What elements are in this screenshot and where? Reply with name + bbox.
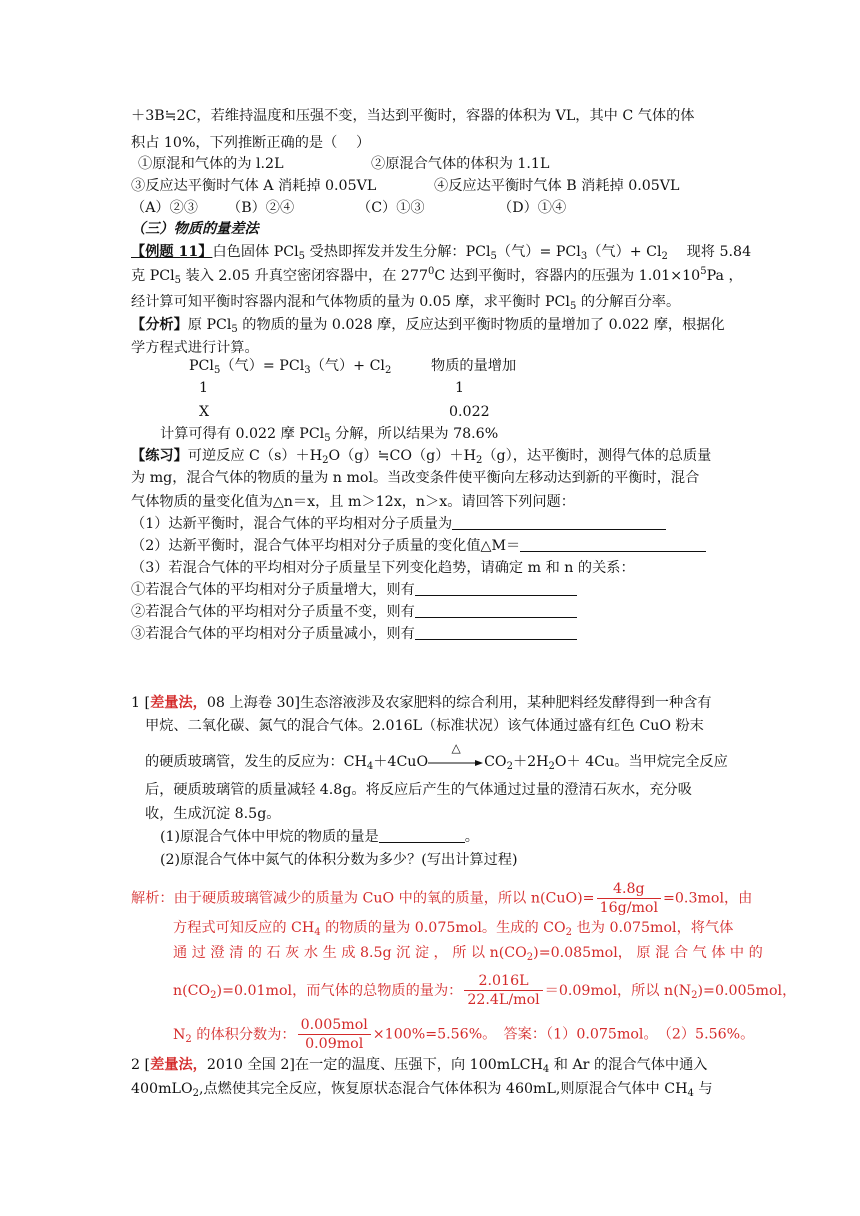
answer-blank[interactable]	[415, 624, 577, 640]
equation-value: 1	[199, 380, 209, 396]
text-line: 后，硬质玻璃管的质量减轻 4.8g。将反应后产生的气体通过过量的澄清石灰水，充分吸	[145, 782, 692, 798]
reaction-left: 的硬质玻璃管，发生的反应为：$CH_4+4CuO$	[145, 754, 429, 772]
text-line: 甲烷、二氧化碳、氮气的混合气体。2.016L（标准状况）该气体通过盛有红色 CuO 粉末	[145, 718, 704, 734]
choice-d: （D）①④	[498, 200, 567, 216]
method-tag: 差量法，	[150, 695, 207, 711]
question-1	[131, 514, 666, 534]
fraction-numerator: 0.005mol	[298, 1016, 371, 1035]
arrow-icon	[428, 759, 484, 767]
equation-label: 物质的量增加	[431, 358, 517, 374]
solution-text: $n(CO_2)=0.01mol$，而气体的总物质的量为：	[173, 982, 463, 1001]
question-3a	[131, 580, 577, 600]
equation: PCl$_5$（气）= PCl$_3$（气）+ $Cl_2$	[189, 358, 392, 376]
choice-a: （A）②③	[131, 200, 198, 216]
answer-blank[interactable]	[379, 827, 465, 843]
solution-line: 方程式可知反应的 $CH_4$ 的物质的量为 0.075mol。生成的 $CO_2$ 也为 0.075mol，将气体	[173, 920, 734, 938]
reaction-right: $CO_2+2H_2O+ 4Cu$。当甲烷完全反应	[484, 754, 728, 772]
fraction-denominator: 16g/mol	[599, 900, 659, 916]
option-4: ④反应达平衡时气体 B 消耗掉 0.05VL	[434, 178, 680, 194]
option-2: ②原混合气体的体积为 1.1L	[371, 156, 550, 172]
question-text: （2）达新平衡时，混合气体平均相对分子质量的变化值△M＝	[131, 538, 521, 554]
calc-result: 计算可得有 0.022 摩 PCl$_5$ 分解，所以结果为 78.6%	[160, 426, 499, 444]
solution-line	[173, 1016, 754, 1053]
fraction-denominator: 0.09mol	[305, 1036, 364, 1052]
solution-text: =0.3mol，由	[663, 890, 753, 907]
text-line: 收，生成沉淀 8.5g。	[145, 806, 281, 822]
text-line: 气体物质的量变化值为△n＝x，且 m＞12x，n＞x。请回答下列问题：	[131, 494, 575, 510]
problem-1-q2: (2)原混合气体中氮气的体积分数为多少？(写出计算过程)	[160, 852, 518, 868]
solution-text: $N_2$ 的体积分数为：	[173, 1026, 296, 1045]
problem-1-header	[131, 693, 712, 713]
question-3b	[131, 602, 577, 622]
question-2	[131, 536, 706, 556]
answer-blank[interactable]	[452, 514, 666, 530]
choice-c: （C）①③	[357, 200, 425, 216]
question-text: ③若混合气体的平均相对分子质量减小，则有	[131, 626, 415, 642]
solution-text: 解析：由于硬质玻璃管减少的质量为 CuO 中的氧的质量，所以 n(CuO)=	[131, 890, 595, 907]
problem-1-q1	[160, 827, 479, 847]
practice-text: 可逆反应 $C(s)+H_2O(g)≒CO(g)+H_2(g)$，达平衡时，测得气体的总质量	[187, 448, 712, 466]
reaction-arrow	[428, 741, 484, 768]
fraction-denominator: 22.4L/mol	[467, 992, 540, 1008]
solution-text: ＝0.09mol，所以 $n(N_2)=0.005mol$，	[544, 982, 797, 1001]
question-text: ②若混合气体的平均相对分子质量不变，则有	[131, 604, 415, 620]
text-line: 克 PCl$_5$ 装入 2.05 升真空密闭容器中，在 $277^0C$ 达到平衡时，容器内的压强为 $1.01\times 10^5Pa$ ，	[131, 266, 743, 286]
answer-blank[interactable]	[415, 580, 577, 596]
text-line: 积占 10%，下列推断正确的是（ ）	[131, 135, 371, 151]
section-title: （三）物质的量差法	[131, 221, 259, 237]
solution-line: 通 过 澄 清 的 石 灰 水 生 成 8.5g 沉 淀 ， 所 以 $n(CO_2)=0.085mol$， 原 混 合 气 体 中 的	[173, 945, 763, 963]
text-line: ＋3B≒2C，若维持温度和压强不变，当达到平衡时，容器的体积为 VL，其中 C 气体的体	[131, 108, 695, 124]
option-1: ①原混和气体的为 l.2L	[138, 156, 284, 172]
question-end: 。	[464, 829, 479, 845]
text-line: 400mLO$_2$,点燃使其完全反应，恢复原状态混合气体体积为 460mL,则原混合气体中 $CH_4$ 与	[131, 1081, 713, 1099]
question-text: (1)原混合气体中甲烷的物质的量是	[160, 829, 379, 845]
question-3: （3）若混合气体的平均相对分子质量呈下列变化趋势，请确定 m 和 n 的关系：	[131, 560, 635, 576]
solution-line	[131, 880, 752, 917]
equation-value: 1	[455, 380, 465, 396]
problem-2-header	[131, 1055, 707, 1075]
text-line: 经计算可知平衡时容器内混和气体物质的量为 0.05 摩，求平衡时 PCl$_5$ 的分解百分率。	[131, 294, 681, 312]
solution-text: ×100%=5.56%。 答案：（1）0.075mol。 （2）5.56%。	[372, 1026, 755, 1043]
text-line: 学方程式进行计算。	[131, 340, 259, 356]
example-line	[131, 242, 751, 262]
question-text: ①若混合气体的平均相对分子质量增大，则有	[131, 582, 415, 598]
solution-line	[173, 972, 796, 1009]
fraction	[597, 880, 661, 917]
equation-value: X	[199, 404, 210, 420]
practice-label: 【练习】	[131, 448, 188, 464]
fraction-numerator: 4.8g	[597, 880, 661, 899]
text-line: 为 mg，混合气体的物质的量为 n mol。当改变条件使平衡向左移动达到新的平衡时，混合	[131, 470, 700, 486]
method-tag: 差量法，	[150, 1057, 207, 1073]
analysis-label: 【分析】	[131, 317, 188, 333]
choice-b: （B）②④	[227, 200, 295, 216]
example-text: 白色固体 PCl$_5$ 受热即挥发并发生分解：PCl$_5$（气）= PCl$_3$（气）+ $Cl_2$ 现将 5.84	[212, 244, 752, 262]
answer-blank[interactable]	[415, 602, 577, 618]
question-text: （1）达新平衡时，混合气体的平均相对分子质量为	[131, 516, 453, 532]
problem-text: 2010 全国 2]在一定的温度、压强下，向 100mLCH$_4$ 和 Ar 的混合气体中通入	[206, 1057, 708, 1075]
fraction	[464, 972, 542, 1009]
fraction-numerator: 2.016L	[464, 972, 542, 991]
analysis-text: 原 PCl$_5$ 的物质的量为 0.028 摩，反应达到平衡时物质的量增加了 0.022 摩，根据化	[187, 317, 725, 335]
heat-condition: △	[451, 741, 461, 755]
problem-text: 08 上海卷 30]生态溶液涉及农家肥料的综合利用，某种肥料经发酵得到一种含有	[206, 695, 712, 711]
example-label: 【例题 11】	[131, 244, 213, 260]
answer-blank[interactable]	[520, 536, 706, 552]
fraction	[298, 1016, 371, 1053]
option-3: ③反应达平衡时气体 A 消耗掉 0.05VL	[131, 178, 377, 194]
problem-number: 1 [	[131, 695, 151, 711]
analysis-line	[131, 315, 725, 335]
practice-line	[131, 446, 711, 466]
question-3c	[131, 624, 577, 644]
reaction-line	[145, 741, 728, 772]
equation-value: 0.022	[449, 404, 490, 420]
problem-number: 2 [	[131, 1057, 151, 1073]
